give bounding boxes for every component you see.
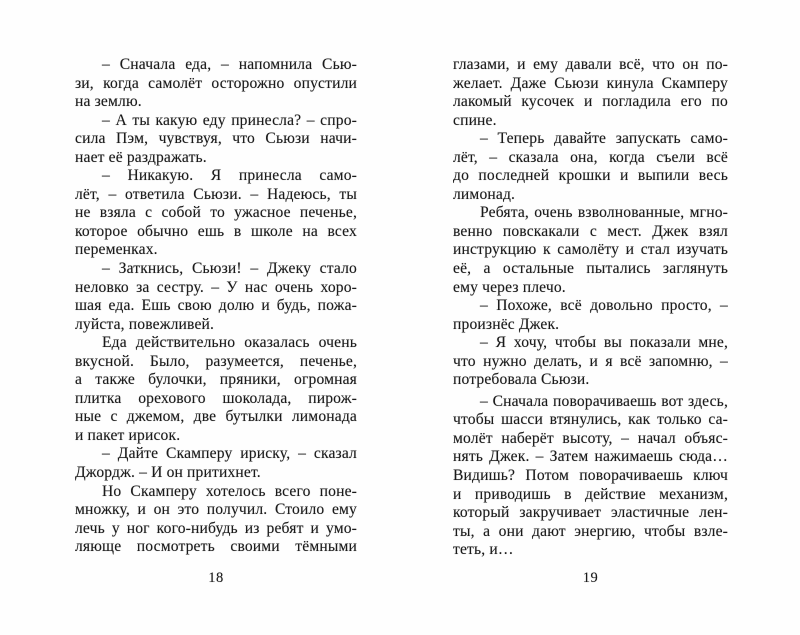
text-line: множку, и он это получил. Стоило ему	[75, 501, 357, 519]
text-line: лёт, – ответила Сьюзи. – Надеюсь, ты	[75, 185, 357, 203]
text-line: – Заткнись, Сьюзи! – Джеку стало	[102, 260, 357, 278]
text-line: неловко за сестру. – У нас очень хоро-	[75, 278, 357, 296]
text-line: и приводишь в действие механизм,	[453, 485, 728, 503]
text-line: лечь у ног кого-нибудь из ребят и умо-	[75, 519, 357, 537]
text-line: шая еда. Ешь свою долю и будь, пожа-	[75, 297, 357, 315]
text-line: нает её раздражать.	[75, 148, 207, 166]
text-line: которое обычно ешь в школе на всех	[75, 222, 357, 240]
text-line: а также булочки, пряники, огромная	[75, 371, 357, 389]
text-line: – Теперь давайте запускать само-	[480, 130, 728, 148]
text-line: – А ты какую еду принесла? – спро-	[102, 111, 357, 129]
text-line: – Никакую. Я принесла само-	[102, 167, 357, 185]
text-line: Но Скамперу хотелось всего поне-	[102, 482, 357, 500]
text-line: до последней крошки и выпили весь	[453, 167, 728, 185]
text-line: луйста, повежливей.	[75, 315, 215, 333]
text-line: нять Джек. – Затем нажимаешь сюда…	[453, 448, 728, 466]
text-line: что нужно делать, и я всё запомню, –	[453, 352, 728, 370]
text-line: лёт, – сказала она, когда съели всё	[453, 148, 728, 166]
text-line: – Дайте Скамперу ириску, – сказал	[102, 445, 357, 463]
text-line: на землю.	[75, 93, 142, 111]
text-line: глазами, и ему давали всё, что он по-	[453, 56, 728, 73]
text-line: плитка орехового шоколада, пирож-	[75, 389, 357, 407]
text-line: Видишь? Потом поворачиваешь ключ	[453, 467, 728, 485]
text-line: сила Пэм, чувствуя, что Сьюзи начи-	[75, 130, 357, 148]
text-line: Ребята, очень взволнованные, мгно-	[480, 204, 728, 222]
text-line: произнёс Джек.	[453, 315, 560, 333]
text-line: и пакет ирисок.	[75, 426, 181, 444]
text-line: лакомый кусочек и погладила его по	[453, 93, 728, 111]
text-line: потребовала Сьюзи.	[453, 371, 590, 389]
text-line: молёт наберёт высоту, – начал объяс-	[453, 429, 728, 447]
text-line: вкусной. Было, разумеется, печенье,	[75, 352, 357, 370]
page-number-right: 19	[582, 570, 599, 586]
text-line: зи, когда самолёт осторожно опустили	[75, 74, 357, 92]
text-line: ему через плечо.	[453, 278, 566, 296]
text-line: инструкцию к самолёту и стал изучать	[453, 241, 728, 259]
text-line: Еда действительно оказалась очень	[102, 334, 357, 352]
text-line: – Похоже, всё довольно просто, –	[480, 297, 728, 315]
text-line: теть, и…	[453, 541, 514, 559]
text-line: её, а остальные пытались заглянуть	[453, 260, 728, 278]
text-line: Джордж. – И он притихнет.	[75, 464, 261, 482]
page-right-text-column	[453, 56, 728, 560]
text-line: переменках.	[75, 241, 158, 259]
text-line: не взяла с собой то ужасное печенье,	[75, 204, 357, 222]
text-line: ляюще посмотреть своими тёмными	[75, 538, 357, 556]
text-line: желает. Даже Сьюзи кинула Скамперу	[453, 74, 728, 92]
text-line: чтобы шасси втянулись, как только са-	[453, 411, 728, 429]
page-left-text-column	[75, 56, 357, 557]
text-line: – Сначала еда, – напомнила Сью-	[102, 56, 357, 73]
text-line: венно повскакали с мест. Джек взял	[453, 222, 728, 240]
page-number-left: 18	[208, 570, 224, 586]
text-line: спине.	[453, 111, 497, 129]
text-line: ные с джемом, две бутылки лимонада	[75, 408, 357, 426]
text-line: лимонад.	[453, 185, 516, 203]
text-line: ты, а они дают энергию, чтобы взле-	[453, 522, 728, 540]
text-line: который закручивает эластичные лен-	[453, 504, 728, 522]
text-line: – Сначала поворачиваешь вот здесь,	[480, 392, 728, 410]
text-line: – Я хочу, чтобы вы показали мне,	[480, 334, 728, 352]
